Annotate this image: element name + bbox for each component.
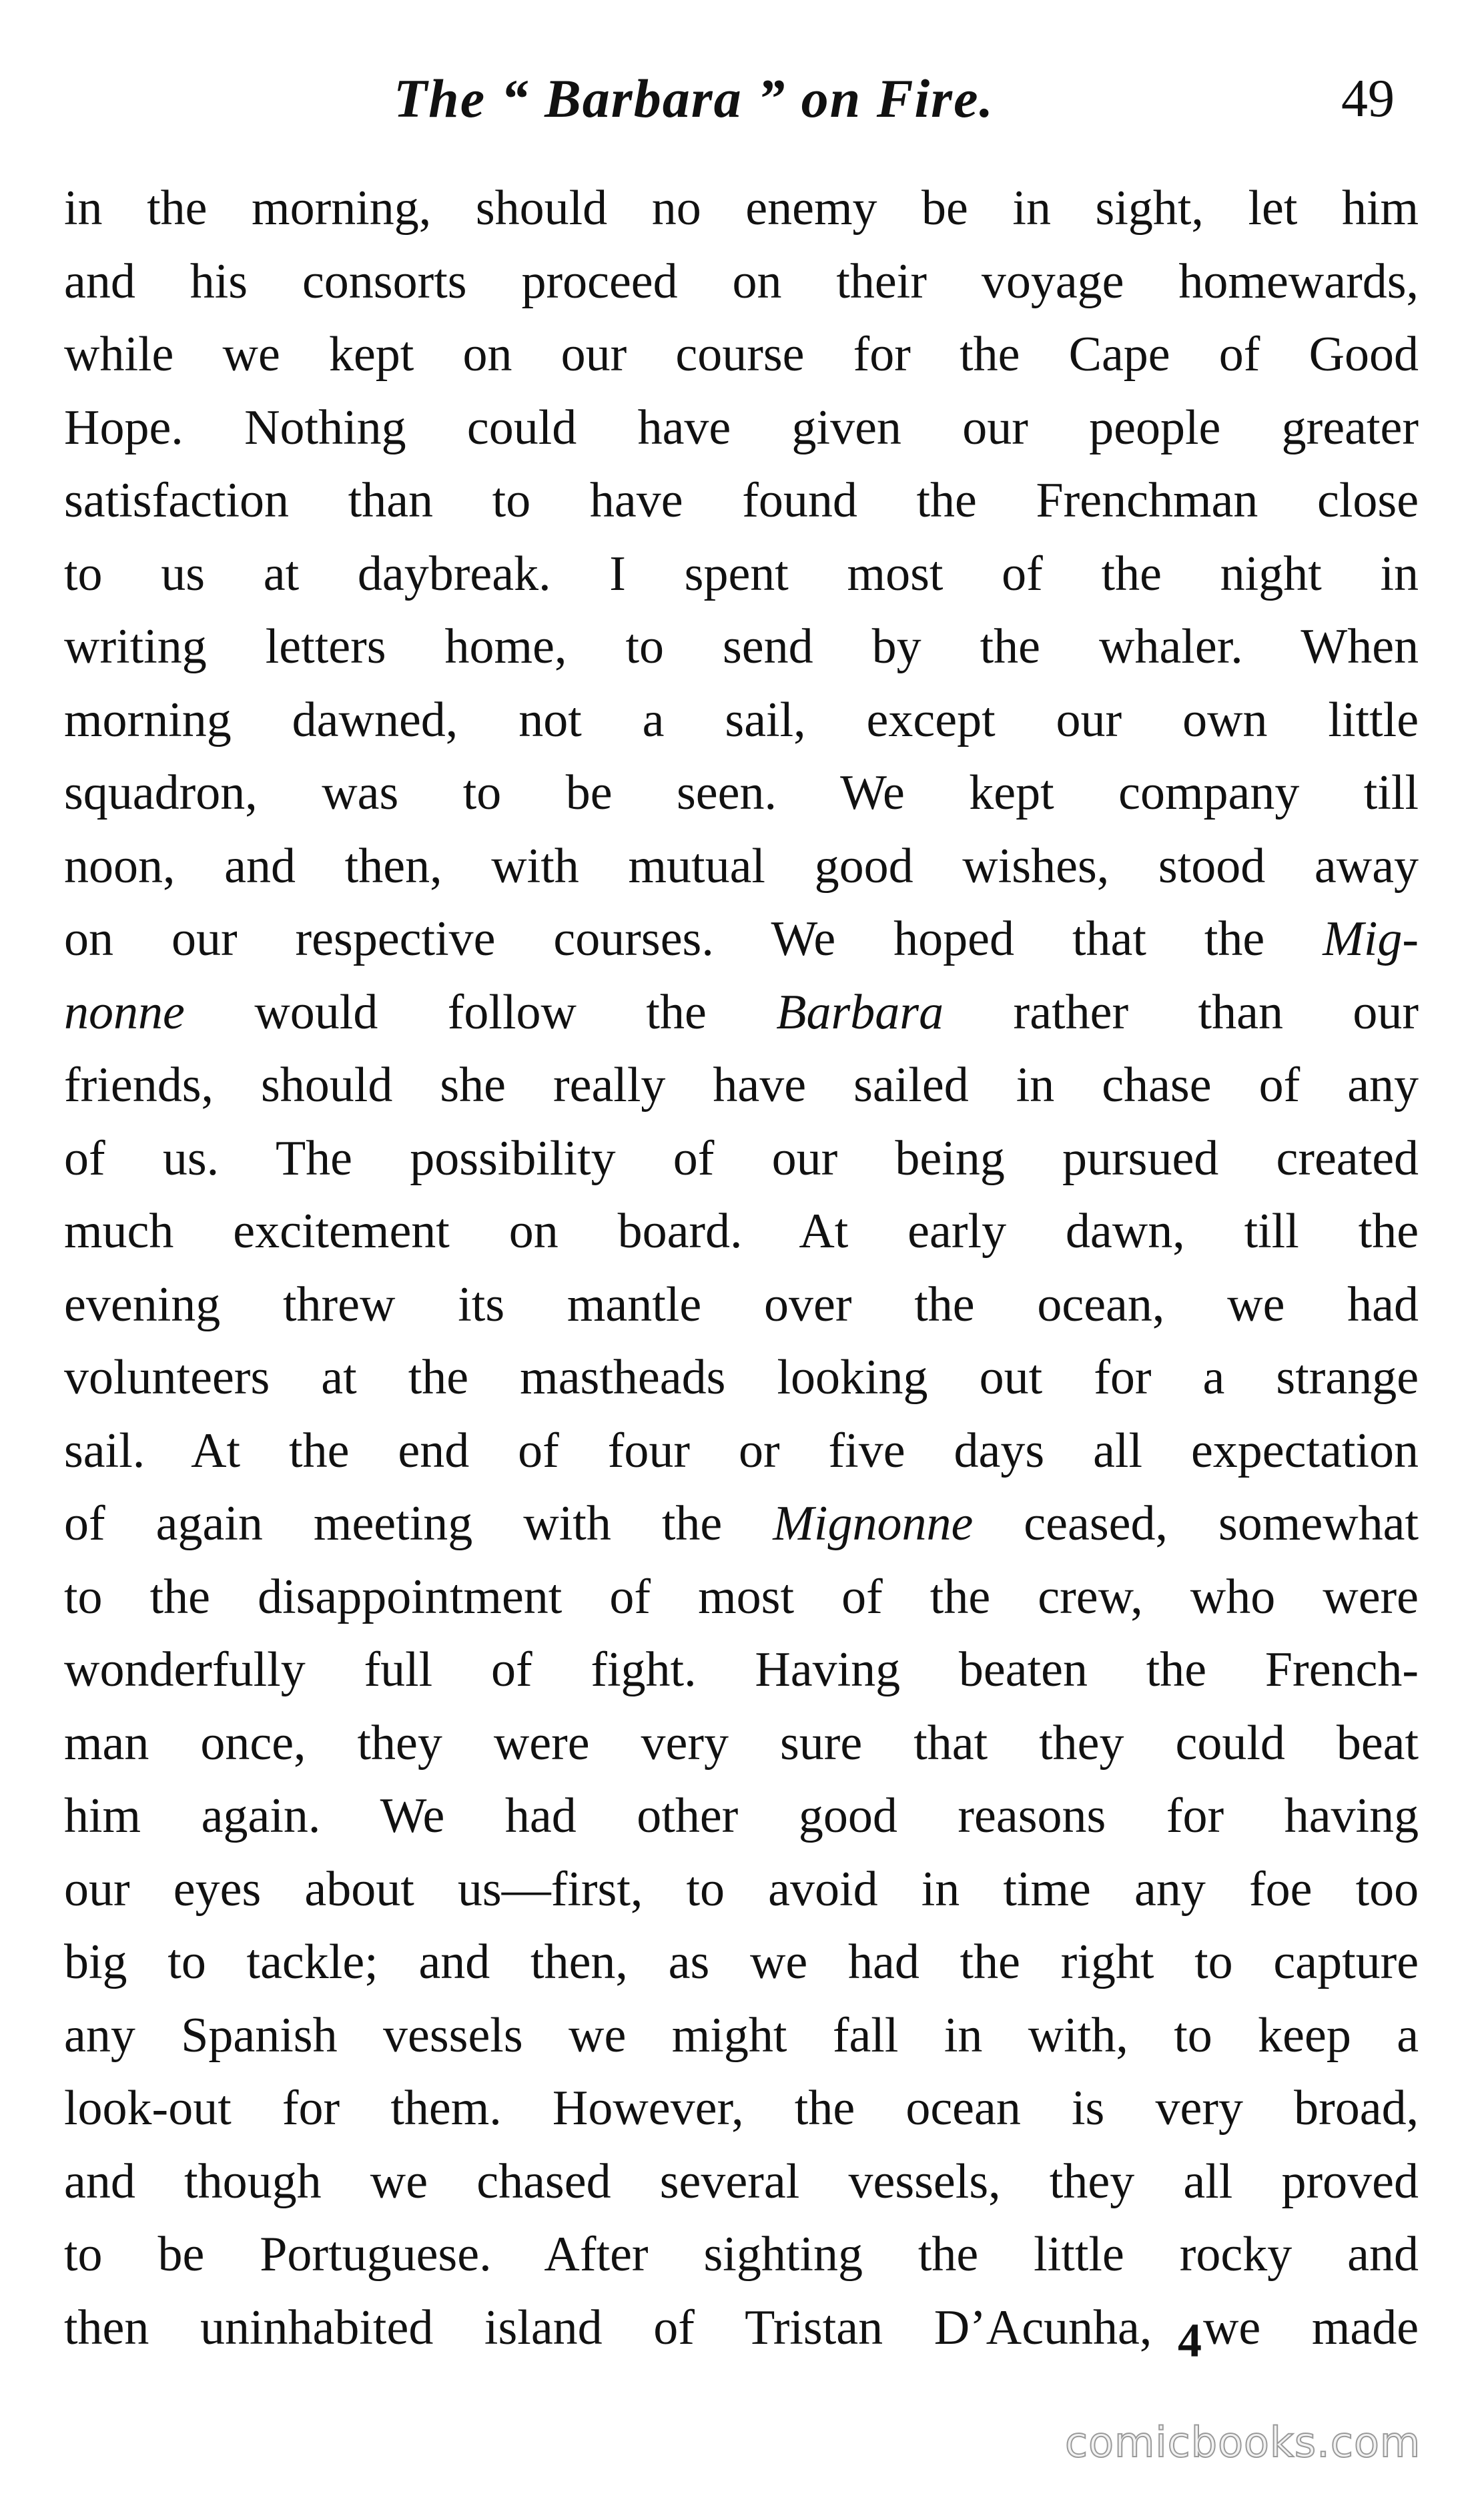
running-title-text: The “ Barbara ” on Fire. — [394, 68, 994, 129]
text-line: much excitement on board. At early dawn, till the — [64, 1204, 1419, 1259]
watermark: comicbooks.com — [1065, 2418, 1421, 2467]
text-line: volunteers at the mastheads looking out for a strange — [64, 1350, 1419, 1405]
text-line: to the disappointment of most of the crew, who were — [64, 1569, 1419, 1624]
text-line: man once, they were very sure that they could beat — [64, 1715, 1419, 1771]
ship-name: nonne — [64, 984, 185, 1040]
text-line: of again meeting with the Mignonne ceased, somewhat — [64, 1496, 1419, 1551]
page-number: 49 — [1341, 69, 1395, 128]
signature-mark: 4 — [1178, 2314, 1202, 2367]
ship-name: Mig- — [1323, 912, 1419, 966]
text-line: our eyes about us—first, to avoid in time any foe too — [64, 1861, 1419, 1917]
text-line: squadron, was to be seen. We kept company till — [64, 765, 1419, 820]
text-line: on our respective courses. We hoped that the Mig- — [64, 912, 1419, 966]
text-line: to be Portuguese. After sighting the little rocky and — [64, 2227, 1419, 2282]
text-line: big to tackle; and then, as we had the right to capture — [64, 1935, 1419, 1989]
running-title — [394, 59, 994, 139]
text-line: noon, and then, with mutual good wishes, stood away — [64, 838, 1419, 894]
ship-name: Mignonne — [773, 1496, 974, 1551]
text-line: sail. At the end of four or five days all expectation — [64, 1423, 1419, 1478]
text-line: while we kept on our course for the Cape of Good — [64, 327, 1419, 382]
text-line: satisfaction than to have found the Frenchman close — [64, 473, 1419, 528]
body-text — [64, 172, 1419, 2365]
text-line: Hope. Nothing could have given our people greater — [64, 400, 1419, 455]
text-line: of us. The possibility of our being pursued created — [64, 1131, 1419, 1186]
text-line: nonne would follow the Barbara rather than our — [64, 984, 1419, 1040]
text-line: and though we chased several vessels, they all proved — [64, 2154, 1419, 2209]
text-line: morning dawned, not a sail, except our own little — [64, 692, 1419, 747]
ship-name: Barbara — [776, 984, 944, 1040]
text-line: to us at daybreak. I spent most of the night in — [64, 546, 1419, 601]
running-head — [394, 59, 1395, 139]
text-line: writing letters home, to send by the whaler. When — [64, 619, 1419, 674]
text-line: wonderfully full of fight. Having beaten the French- — [64, 1642, 1419, 1697]
text-line: then uninhabited island of Tristan D’Acunha, we made — [64, 2300, 1419, 2355]
text-line: and his consorts proceed on their voyage homewards, — [64, 254, 1419, 309]
text-line: look-out for them. However, the ocean is very broad, — [64, 2081, 1419, 2136]
text-line: in the morning, should no enemy be in sight, let him — [64, 181, 1419, 236]
text-line: friends, should she really have sailed in chase of any — [64, 1058, 1419, 1113]
text-line: any Spanish vessels we might fall in with, to keep a — [64, 2007, 1419, 2063]
text-line: evening threw its mantle over the ocean, we had — [64, 1277, 1419, 1332]
text-line: him again. We had other good reasons for having — [64, 1789, 1419, 1843]
